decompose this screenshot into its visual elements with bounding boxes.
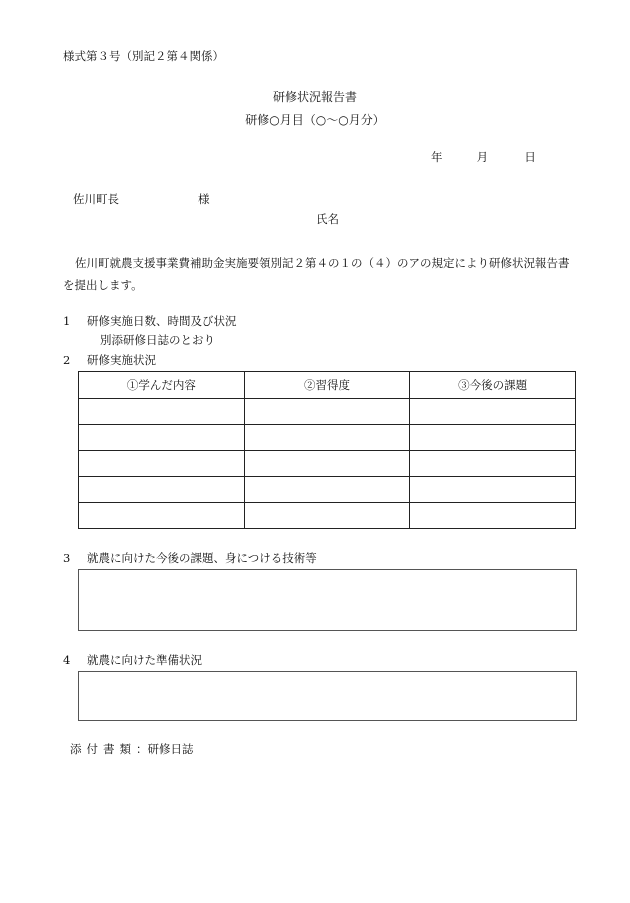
date-line <box>431 152 536 164</box>
column-header-learned: ①学んだ内容 <box>79 372 245 399</box>
table-cell[interactable] <box>410 477 576 503</box>
section-number: 4 <box>63 653 71 667</box>
training-status-table <box>78 371 576 529</box>
section-title: 研修実施日数、時間及び状況 <box>87 314 237 328</box>
table-cell[interactable] <box>244 425 410 451</box>
date-day-label: 日 <box>524 150 536 164</box>
table-cell[interactable] <box>410 399 576 425</box>
body-text: 佐川町就農支援事業費補助金実施要領別記２第４の１の（４）のアの規定により研修状況報告書を提出します。 <box>63 256 570 292</box>
section-title: 就農に向けた準備状況 <box>87 653 202 667</box>
honorific: 様 <box>198 192 210 206</box>
date-month-field[interactable] <box>473 152 517 164</box>
document-title: 研修状況報告書 <box>272 90 357 104</box>
table-cell[interactable] <box>244 399 410 425</box>
attachment-line <box>70 744 194 756</box>
section-1-heading <box>63 316 237 328</box>
table-row <box>79 477 576 503</box>
applicant-name-field[interactable] <box>316 214 339 226</box>
attachment-label: 添付書類 <box>70 742 136 756</box>
attachment-value: ：研修日誌 <box>136 742 194 756</box>
date-year-field[interactable] <box>431 152 469 164</box>
form-number: 様式第３号（別記２第４関係） <box>63 49 224 63</box>
date-day-field[interactable] <box>520 152 536 164</box>
table-row <box>79 451 576 477</box>
table-cell[interactable] <box>410 425 576 451</box>
column-header-proficiency: ②習得度 <box>244 372 410 399</box>
table-cell[interactable] <box>79 477 245 503</box>
table-cell[interactable] <box>79 399 245 425</box>
table-cell[interactable] <box>244 451 410 477</box>
future-issues-textbox[interactable] <box>78 569 577 631</box>
addressee: 佐川町長 <box>73 192 119 206</box>
preparation-status-textbox[interactable] <box>78 671 577 721</box>
document-subtitle: 研修○月目（○～○月分） <box>245 113 385 127</box>
table-cell[interactable] <box>244 503 410 529</box>
section-number: 1 <box>63 314 71 328</box>
section-title: 就農に向けた今後の課題、身につける技術等 <box>87 551 317 565</box>
section-3-heading <box>63 553 317 565</box>
table-row <box>79 503 576 529</box>
section-1-detail: 別添研修日誌のとおり <box>100 333 215 347</box>
section-number: 2 <box>63 353 71 367</box>
section-4-heading <box>63 655 202 667</box>
table-cell[interactable] <box>244 477 410 503</box>
date-month-label: 月 <box>476 150 489 164</box>
table-row <box>79 425 576 451</box>
table-row <box>79 399 576 425</box>
section-2-heading <box>63 355 156 367</box>
table-cell[interactable] <box>410 451 576 477</box>
column-header-future-issues: ③今後の課題 <box>410 372 576 399</box>
table-cell[interactable] <box>79 425 245 451</box>
table-cell[interactable] <box>410 503 576 529</box>
section-number: 3 <box>63 551 71 565</box>
section-title: 研修実施状況 <box>87 353 156 367</box>
applicant-name-label: 氏名 <box>316 212 339 226</box>
table-header-row <box>79 372 576 399</box>
table-cell[interactable] <box>79 451 245 477</box>
date-year-label: 年 <box>431 150 443 164</box>
table-cell[interactable] <box>79 503 245 529</box>
